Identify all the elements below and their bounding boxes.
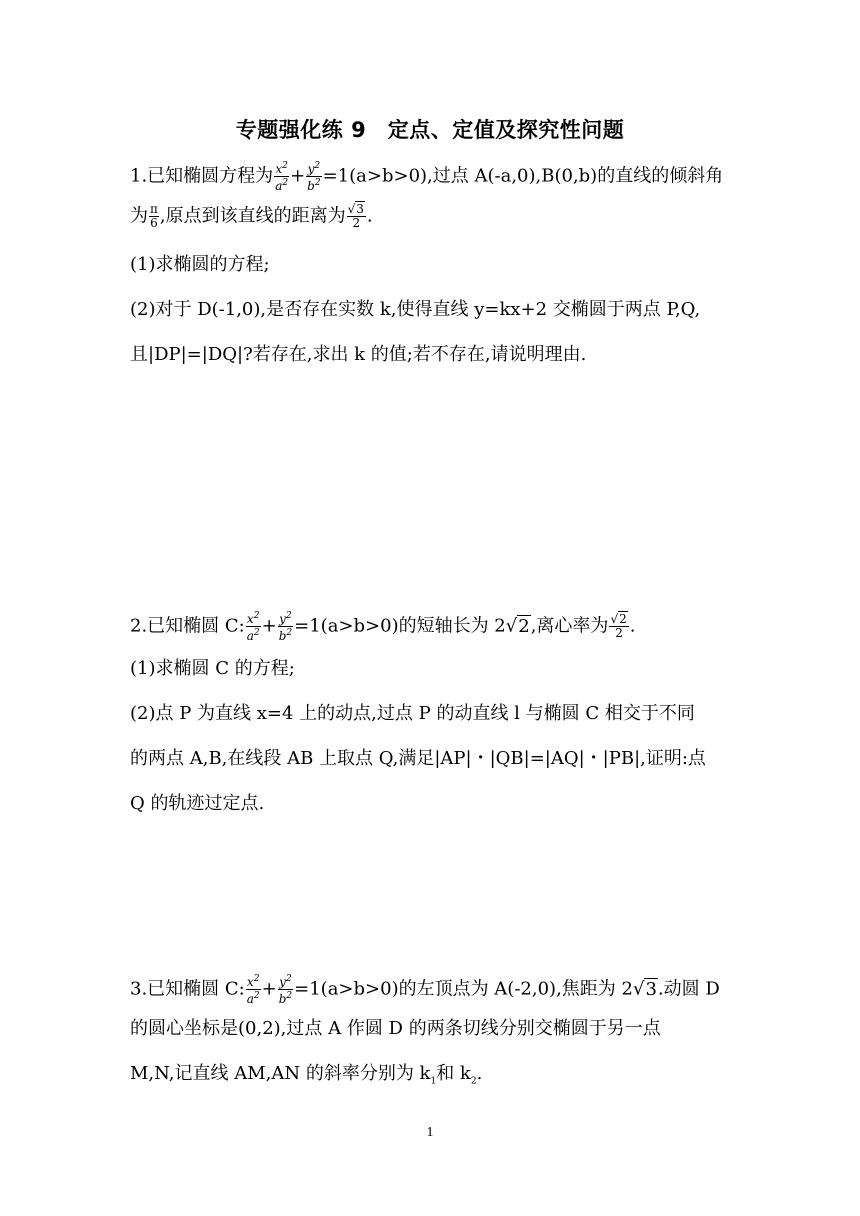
q3-text: 和 k [436, 1063, 471, 1084]
q2-line-1 [130, 610, 730, 643]
q3-text: =1(a>b>0)的左顶点为 A(-2,0),焦距为 2 [294, 978, 633, 1000]
q1-line-1 [130, 160, 730, 193]
q1-text: 1.已知椭圆方程为 [130, 165, 274, 187]
page-title: 专题强化练 9 定点、定值及探究性问题 [235, 118, 625, 142]
q2-part-2-cont: 的两点 A,B,在线段 AB 上取点 Q,满足|AP|・|QB|=|AQ|・|PB|,证明:点 [130, 748, 706, 769]
q2-text: . [629, 615, 636, 637]
plus-sign: + [261, 615, 277, 637]
fraction-y2-b2: $\frac{y^2}{b^2}$ [307, 161, 321, 193]
fraction-x2-a2: $\frac{x^2}{a^2}$ [246, 974, 260, 1006]
fraction-x2-a2: $\frac{x^2}{a^2}$ [246, 611, 260, 643]
q2-text: =1(a>b>0)的短轴长为 2 [294, 615, 506, 637]
q1-part-2: (2)对于 D(-1,0),是否存在实数 k,使得直线 y=kx+2 交椭圆于两点 P,Q, [130, 299, 701, 320]
plus-sign: + [290, 165, 306, 187]
q1-line-2 [130, 203, 730, 230]
fraction-x2-a2: $\frac{x^2}{a^2}$ [275, 161, 289, 193]
q3-text: M,N,记直线 AM,AN 的斜率分别为 k [130, 1063, 431, 1084]
q2-text: ,离心率为 [530, 615, 609, 637]
sqrt-3: √3 [632, 978, 657, 1000]
q2-part-2-end: Q 的轨迹过定点. [130, 793, 265, 814]
subscript: 2 [470, 1076, 477, 1087]
q1-text: ,原点到该直线的距离为 [159, 205, 346, 227]
q1-part-1: (1)求椭圆的方程; [130, 254, 270, 275]
q3-line-1 [130, 973, 730, 1006]
subscript: 1 [430, 1076, 437, 1087]
q1-text: =1(a>b>0),过点 A(-a,0),B(0,b)的直线的倾斜角 [322, 165, 724, 187]
q2-part-2: (2)点 P 为直线 x=4 上的动点,过点 P 的动直线 l 与椭圆 C 相交于不同 [130, 703, 695, 724]
q3-text: .动圆 D [657, 978, 720, 1000]
q1-text: . [366, 205, 373, 227]
q2-part-1: (1)求椭圆 C 的方程; [130, 658, 295, 679]
q1-text: 为 [130, 205, 148, 227]
plus-sign: + [261, 978, 277, 1000]
q2-text: 2.已知椭圆 C: [130, 615, 245, 637]
fraction-sqrt3-2: $\frac{√3}{2}$ [347, 202, 364, 230]
q1-part-2-cont: 且|DP|=|DQ|?若存在,求出 k 的值;若不存在,请说明理由. [130, 344, 587, 365]
q3-text: . [476, 1063, 483, 1084]
fraction-pi-6: $\frac{\pi}{6}$ [150, 202, 158, 230]
fraction-sqrt2-2: $\frac{√2}{2}$ [610, 612, 627, 640]
fraction-y2-b2: $\frac{y^2}{b^2}$ [278, 611, 293, 643]
q3-line-2: 的圆心坐标是(0,2),过点 A 作圆 D 的两条切线分别交椭圆于另一点 [130, 1018, 661, 1039]
sqrt-2: √2 [505, 615, 530, 637]
q3-line-3 [130, 1062, 730, 1094]
fraction-y2-b2: $\frac{y^2}{b^2}$ [278, 974, 293, 1006]
page-number: 1 [426, 1125, 434, 1140]
q3-text: 3.已知椭圆 C: [130, 978, 245, 1000]
